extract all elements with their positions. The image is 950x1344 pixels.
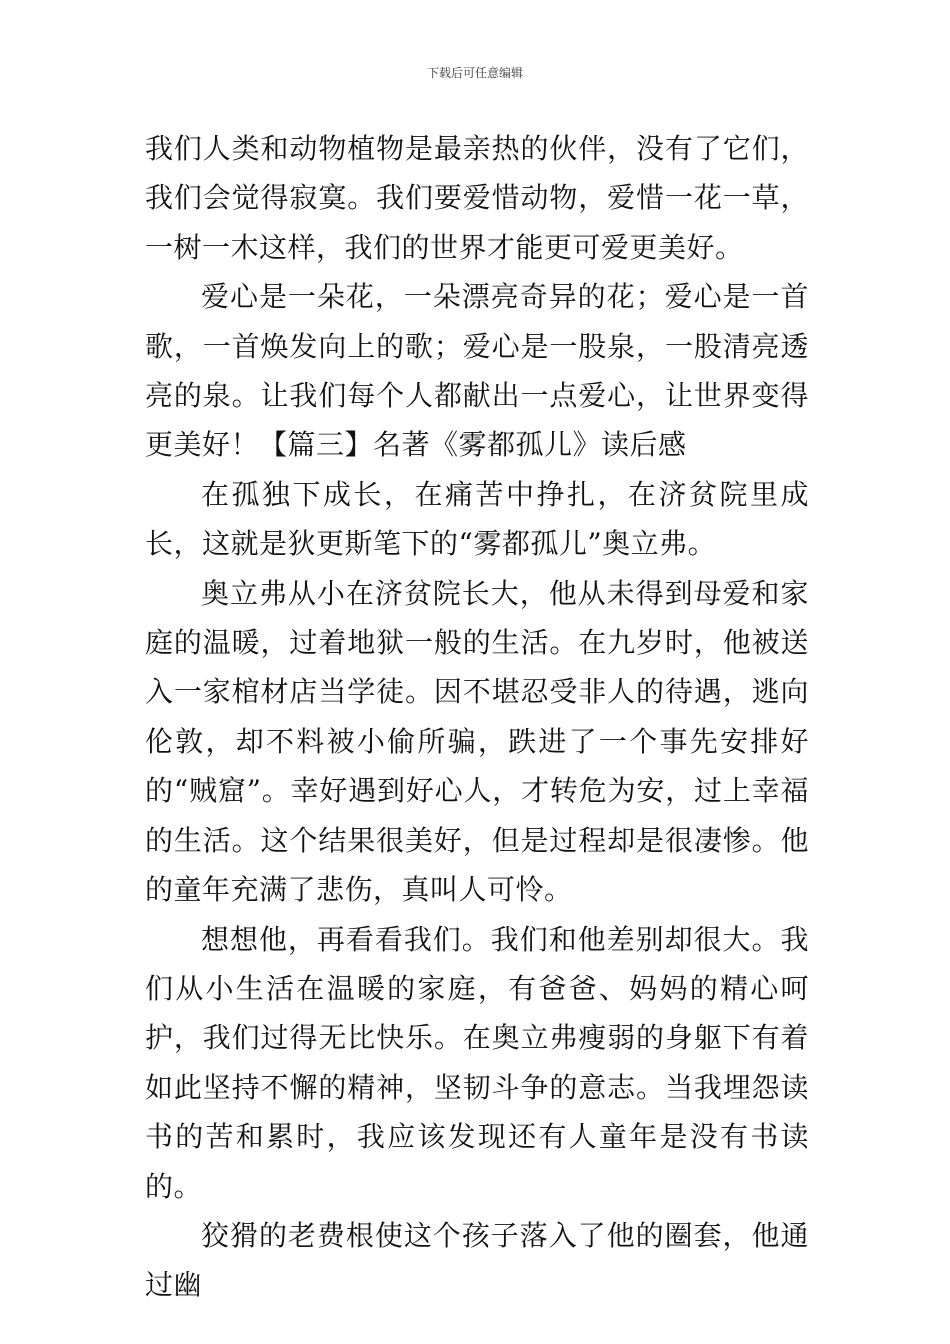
paragraph-4: 奥立弗从小在济贫院长大，他从未得到母爱和家庭的温暖，过着地狱一般的生活。在九岁时，他被送入一家棺材店当学徒。因不堪忍受非人的待遇，逃向伦敦，却不料被小偷所骗，跌进了一个事先安排好的“贼窟”。幸好遇到好心人，才转危为安，过上幸福的生活。这个结果很美好，但是过程却是很凄惨。他的童年充满了悲伤，真叫人可怜。 [145,576,809,907]
paragraph-3: 在孤独下成长，在痛苦中挣扎，在济贫院里成长，这就是狄更斯笔下的“雾都孤儿”奥立弗。 [145,477,809,561]
paragraph-6: 狡猾的老费根使这个孩子落入了他的圈套，他通过幽 [145,1218,809,1302]
paragraph-5: 想想他，再看看我们。我们和他差别却很大。我们从小生活在温暖的家庭，有爸爸、妈妈的精心呵护，我们过得无比快乐。在奥立弗瘦弱的身躯下有着如此坚持不懈的精神，坚韧斗争的意志。当我埋怨读书的苦和累时，我应该发现还有人童年是没有书读的。 [145,922,809,1203]
paragraph-1: 我们人类和动物植物是最亲热的伙伴，没有了它们，我们会觉得寂寞。我们要爱惜动物，爱惜一花一草，一树一木这样，我们的世界才能更可爱更美好。 [145,132,809,264]
paragraph-2: 爱心是一朵花，一朵漂亮奇异的花；爱心是一首歌，一首焕发向上的歌；爱心是一股泉，一股清亮透亮的泉。让我们每个人都献出一点爱心，让世界变得更美好！【篇三】名著《雾都孤儿》读后感 [145,280,809,462]
page-header: 下载后可任意编辑 [426,66,523,80]
document-body [145,124,809,1310]
